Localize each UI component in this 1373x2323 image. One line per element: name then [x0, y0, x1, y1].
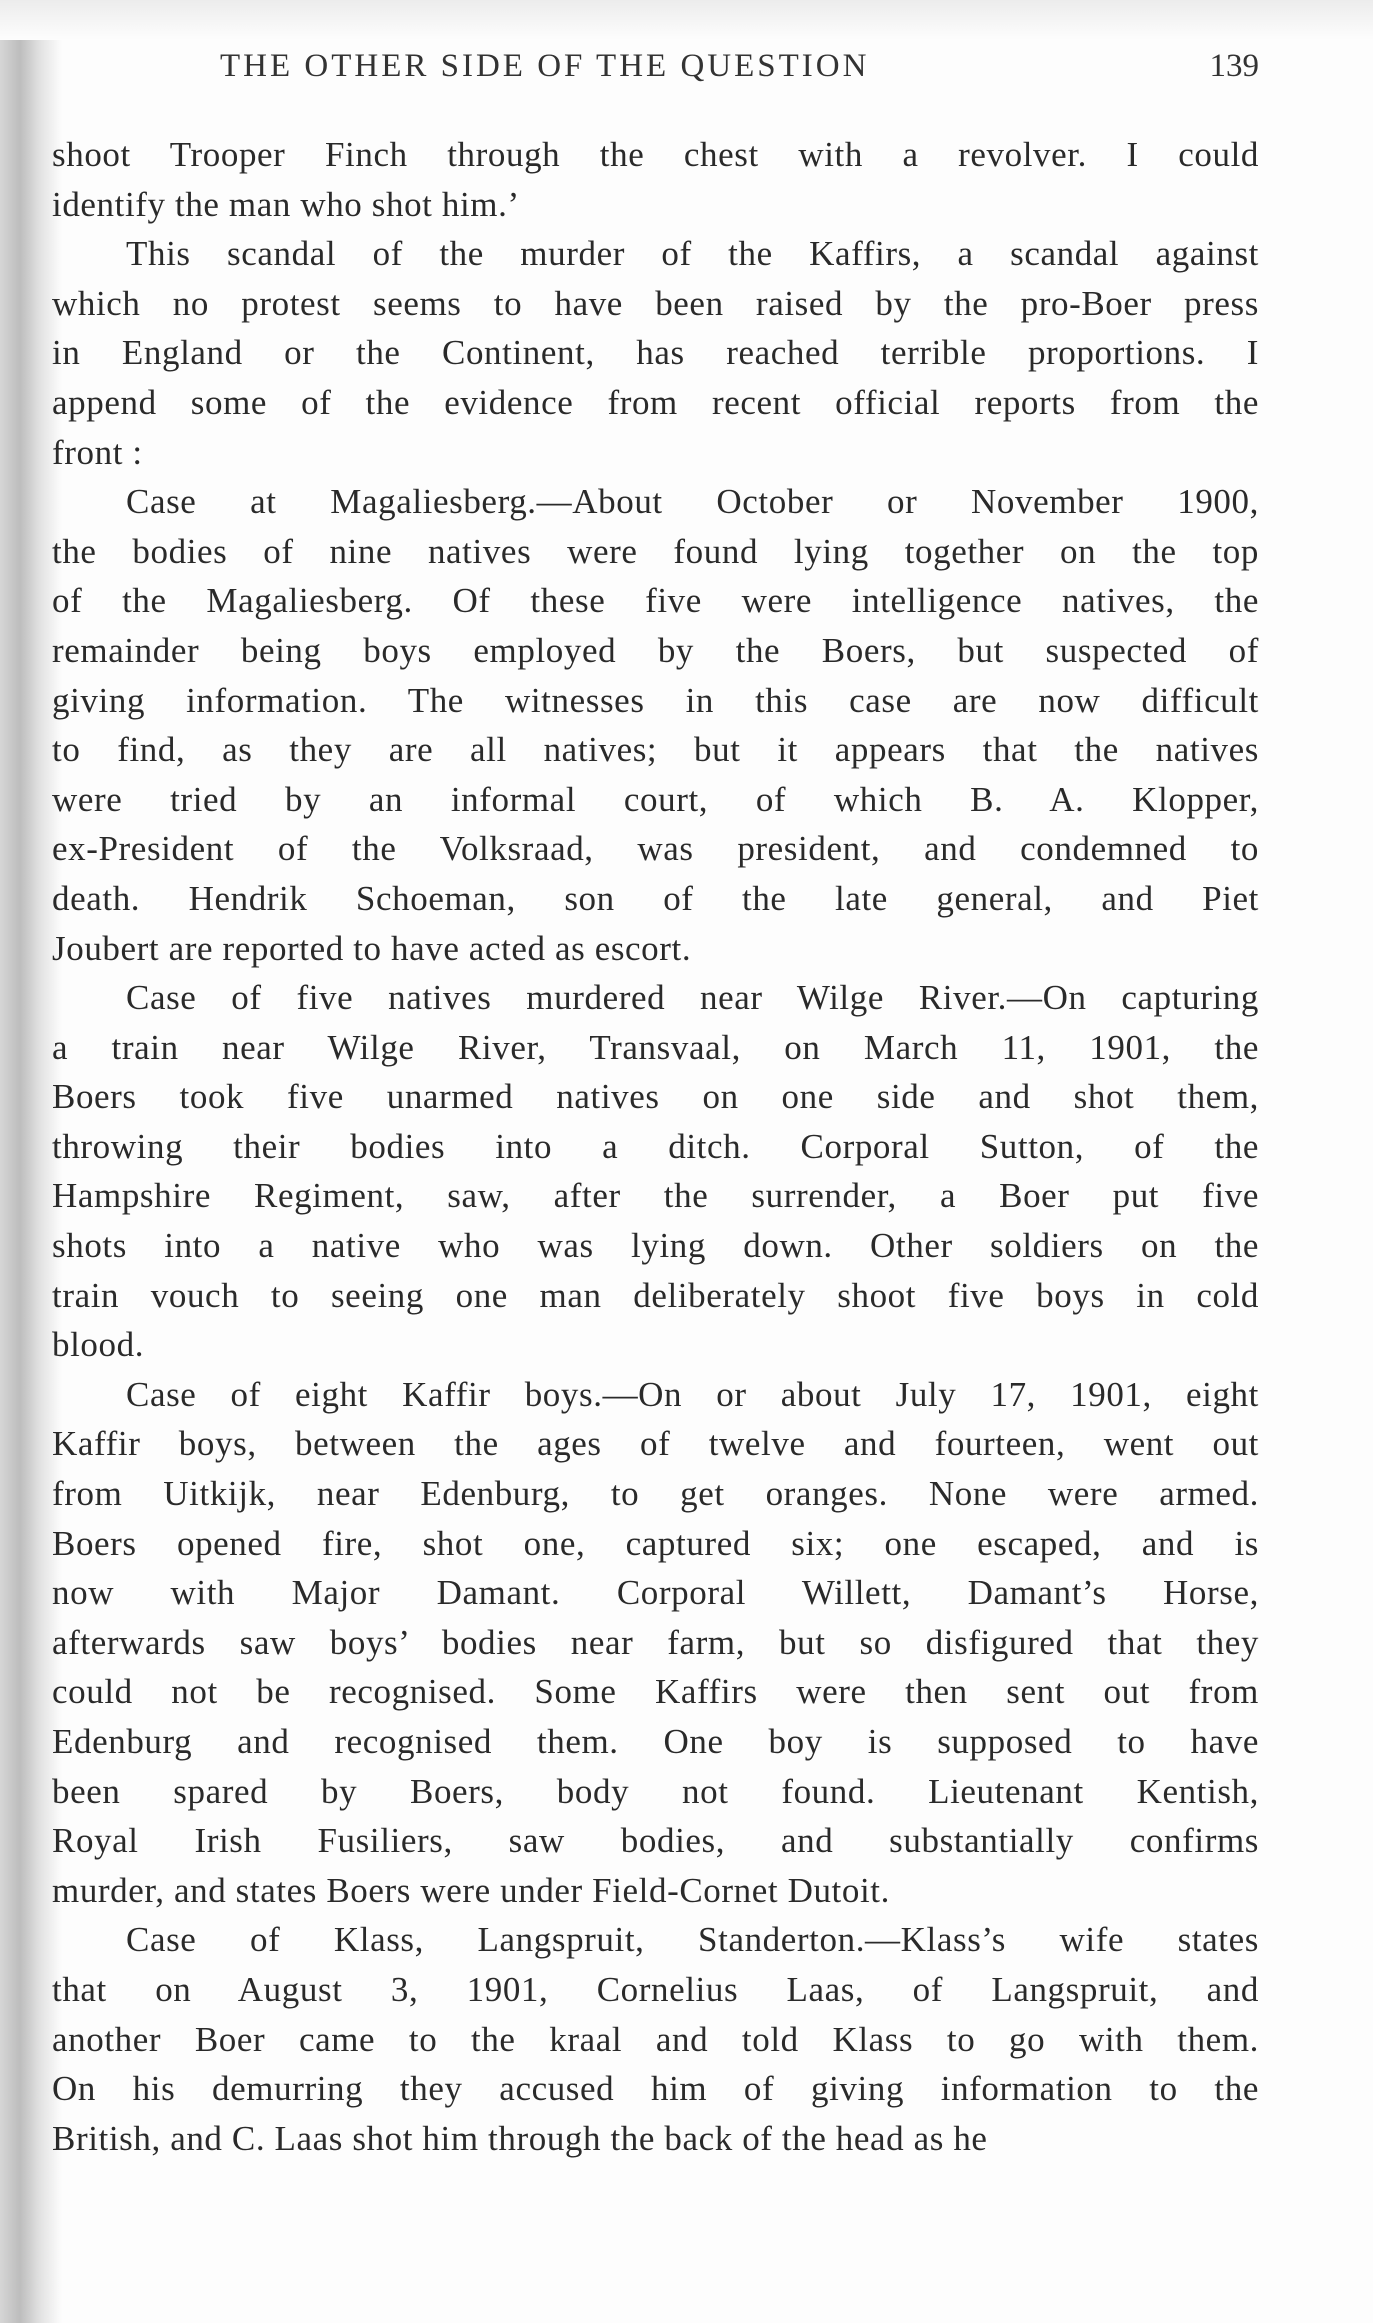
text-line: Case of eight Kaffir boys.—On or about July 17, 1901, eight: [126, 1374, 1259, 1414]
text-line: Joubert are reported to have acted as escort.: [52, 928, 692, 968]
text-line: blood.: [52, 1325, 145, 1365]
text-line: giving information. The witnesses in this case are now difficult: [52, 680, 1259, 720]
text-line: been spared by Boers, body not found. Lieutenant Kentish,: [52, 1771, 1259, 1811]
text-line: Kaffir boys, between the ages of twelve and fourteen, went out: [52, 1424, 1259, 1464]
paragraph: [52, 477, 1259, 973]
running-header: [52, 48, 1259, 94]
text-line: afterwards saw boys’ bodies near farm, but so disfigured that they: [52, 1622, 1259, 1662]
text-line: remainder being boys employed by the Boers, but suspected of: [52, 630, 1259, 670]
text-line: Case of Klass, Langspruit, Standerton.—Klass’s wife states: [126, 1920, 1259, 1960]
text-line: from Uitkijk, near Edenburg, to get oranges. None were armed.: [52, 1474, 1259, 1514]
text-line: shots into a native who was lying down. Other soldiers on the: [52, 1226, 1259, 1266]
text-line: Boers took five unarmed natives on one side and shot them,: [52, 1077, 1259, 1117]
text-line: front :: [52, 432, 143, 472]
paragraph: [52, 229, 1259, 477]
text-line: append some of the evidence from recent official reports from the: [52, 382, 1259, 422]
text-line: This scandal of the murder of the Kaffirs, a scandal against: [126, 234, 1259, 274]
text-line: identify the man who shot him.’: [52, 184, 520, 224]
running-title: THE OTHER SIDE OF THE QUESTION: [220, 48, 870, 84]
text-line: were tried by an informal court, of which B. A. Klopper,: [52, 779, 1259, 819]
page-top-shadow: [0, 0, 1373, 40]
paragraph: [52, 130, 1259, 229]
text-line: murder, and states Boers were under Field-Cornet Dutoit.: [52, 1870, 890, 1910]
paragraph: [52, 1915, 1259, 2163]
text-line: could not be recognised. Some Kaffirs were then sent out from: [52, 1672, 1259, 1712]
text-line: Royal Irish Fusiliers, saw bodies, and substantially confirms: [52, 1821, 1259, 1861]
text-line: Boers opened fire, shot one, captured six; one escaped, and is: [52, 1523, 1259, 1563]
text-line: another Boer came to the kraal and told Klass to go with them.: [52, 2019, 1259, 2059]
text-line: British, and C. Laas shot him through the back of the head as he: [52, 2118, 988, 2158]
text-line: to find, as they are all natives; but it appears that the natives: [52, 730, 1259, 770]
paragraph: [52, 973, 1259, 1370]
text-line: Hampshire Regiment, saw, after the surrender, a Boer put five: [52, 1176, 1259, 1216]
paragraph: [52, 1370, 1259, 1916]
page-body: [52, 130, 1259, 2163]
text-line: On his demurring they accused him of giving information to the: [52, 2069, 1259, 2109]
text-line: that on August 3, 1901, Cornelius Laas, of Langspruit, and: [52, 1969, 1259, 2009]
text-line: throwing their bodies into a ditch. Corporal Sutton, of the: [52, 1126, 1259, 1166]
text-line: of the Magaliesberg. Of these five were intelligence natives, the: [52, 581, 1259, 621]
text-line: the bodies of nine natives were found lying together on the top: [52, 531, 1259, 571]
text-line: a train near Wilge River, Transvaal, on March 11, 1901, the: [52, 1027, 1259, 1067]
text-line: Case at Magaliesberg.—About October or November 1900,: [126, 482, 1259, 522]
page-number: 139: [1209, 48, 1259, 84]
text-line: in England or the Continent, has reached terrible proportions. I: [52, 333, 1259, 373]
text-line: death. Hendrik Schoeman, son of the late general, and Piet: [52, 878, 1259, 918]
text-line: now with Major Damant. Corporal Willett, Damant’s Horse,: [52, 1573, 1259, 1613]
text-line: which no protest seems to have been raised by the pro-Boer press: [52, 283, 1259, 323]
text-line: shoot Trooper Finch through the chest with a revolver. I could: [52, 135, 1259, 174]
text-line: train vouch to seeing one man deliberately shoot five boys in cold: [52, 1275, 1259, 1315]
text-line: ex-President of the Volksraad, was president, and condemned to: [52, 829, 1259, 869]
text-line: Case of five natives murdered near Wilge River.—On capturing: [126, 978, 1259, 1018]
text-line: Edenburg and recognised them. One boy is supposed to have: [52, 1722, 1259, 1761]
